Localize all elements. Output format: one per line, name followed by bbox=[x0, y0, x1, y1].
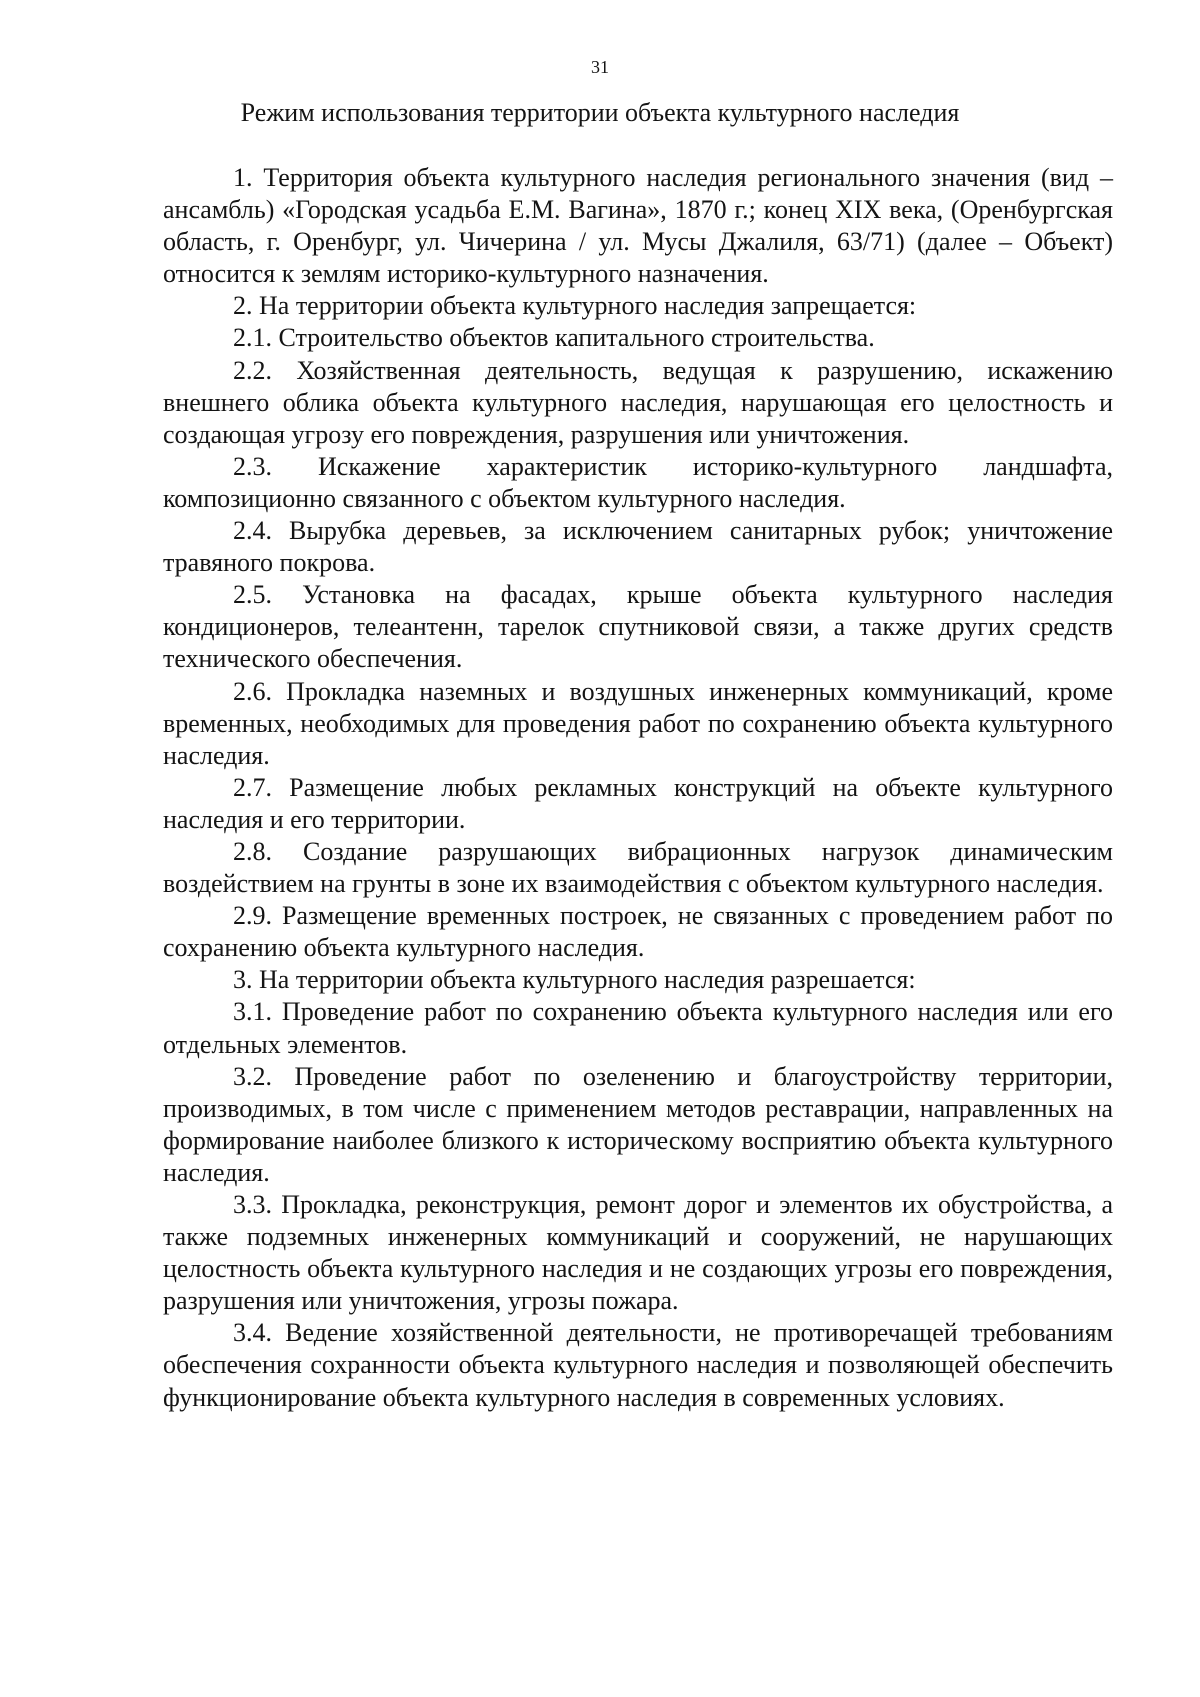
paragraph-3-2: 3.2. Проведение работ по озеленению и благоустройству территории, производимых, в том числе с применением методов реставрации, направленных на формирование наиболее близкого к историческому восприятию объекта культурного наследия. bbox=[163, 1061, 1113, 1187]
paragraph-2-3: 2.3. Искажение характеристик историко-культурного ландшафта, композиционно связанного с объектом культурного наследия. bbox=[163, 451, 1113, 513]
paragraph-2-1: 2.1. Строительство объектов капитального строительства. bbox=[233, 323, 875, 353]
document-body bbox=[163, 162, 1113, 1414]
paragraph-3-4: 3.4. Ведение хозяйственной деятельности, не противоречащей требованиям обеспечения сохранности объекта культурного наследия и позволяющей обеспечить функционирование объекта культурного наследия в современных условиях. bbox=[163, 1318, 1113, 1412]
paragraph-2-6: 2.6. Прокладка наземных и воздушных инженерных коммуникаций, кроме временных, необходимых для проведения работ по сохранению объекта культурного наследия. bbox=[163, 676, 1113, 770]
paragraph-2-4: 2.4. Вырубка деревьев, за исключением санитарных рубок; уничтожение травяного покрова. bbox=[163, 516, 1113, 578]
paragraph-2-5: 2.5. Установка на фасадах, крыше объекта культурного наследия кондиционеров, телеантенн, тарелок спутниковой связи, а также других средств технического обеспечения. bbox=[163, 580, 1113, 674]
paragraph-2: 2. На территории объекта культурного наследия запрещается: bbox=[233, 291, 917, 321]
paragraph-2-2: 2.2. Хозяйственная деятельность, ведущая к разрушению, искажению внешнего облика объекта культурного наследия, нарушающая его целостность и создающая угрозу его повреждения, разрушения или уничтожения. bbox=[163, 355, 1113, 449]
paragraph-2-7: 2.7. Размещение любых рекламных конструкций на объекте культурного наследия и его территории. bbox=[163, 772, 1113, 834]
paragraph-3: 3. На территории объекта культурного наследия разрешается: bbox=[233, 965, 916, 995]
paragraph-3-3: 3.3. Прокладка, реконструкция, ремонт дорог и элементов их обустройства, а также подземных инженерных коммуникаций и сооружений, не нарушающих целостность объекта культурного наследия и не создающих угрозы его повреждения, разрушения или уничтожения, угрозы пожара. bbox=[163, 1190, 1113, 1316]
paragraph-3-1: 3.1. Проведение работ по сохранению объекта культурного наследия или его отдельных элементов. bbox=[163, 997, 1113, 1059]
paragraph-1: 1. Территория объекта культурного наследия регионального значения (вид – ансамбль) «Городская усадьба Е.М. Вагина», 1870 г.; конец XIX века, (Оренбургская область, г. Оренбург, ул. Чичерина / ул. Мусы Джалиля, 63/71) (далее – Объект) относится к землям историко-культурного назначения. bbox=[163, 163, 1113, 289]
paragraph-2-9: 2.9. Размещение временных построек, не связанных с проведением работ по сохранению объекта культурного наследия. bbox=[163, 901, 1113, 963]
page-number: 31 bbox=[591, 57, 609, 77]
paragraph-2-8: 2.8. Создание разрушающих вибрационных нагрузок динамическим воздействием на грунты в зоне их взаимодействия с объектом культурного наследия. bbox=[163, 836, 1113, 899]
document-title: Режим использования территории объекта культурного наследия bbox=[240, 98, 960, 127]
